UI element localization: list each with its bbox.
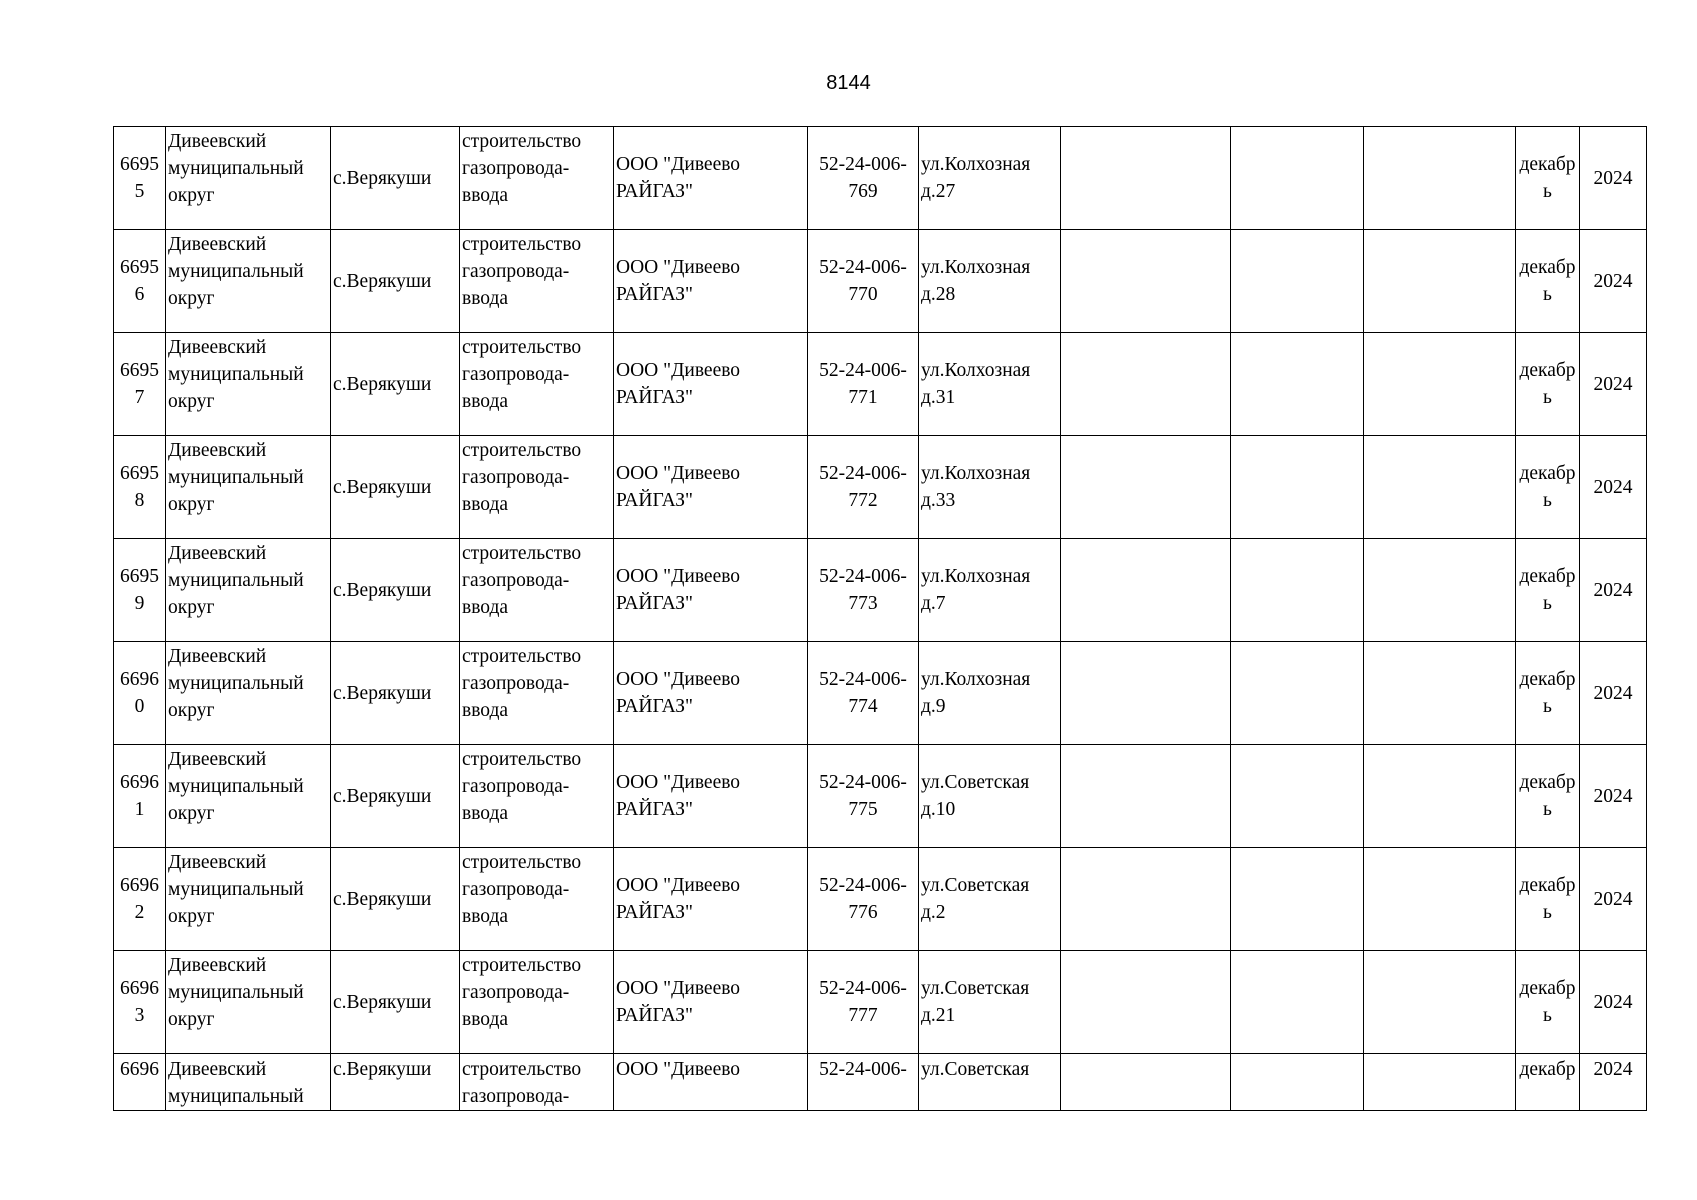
organization-cell: ООО "Дивеево РАЙГАЗ" xyxy=(614,127,808,230)
empty-cell xyxy=(1061,436,1231,539)
empty-cell xyxy=(1231,951,1364,1054)
cadastral-number-cell: 52-24-006- 773 xyxy=(808,539,919,642)
address-cell: ул.Колхозная д.31 xyxy=(919,333,1061,436)
month-cell: декабр ь xyxy=(1516,539,1580,642)
organization-cell: ООО "Дивеево РАЙГАЗ" xyxy=(614,333,808,436)
cadastral-number-cell: 52-24-006- 770 xyxy=(808,230,919,333)
cadastral-number-cell: 52-24-006- 774 xyxy=(808,642,919,745)
empty-cell xyxy=(1364,745,1516,848)
empty-cell xyxy=(1231,1054,1364,1111)
table-row xyxy=(114,436,1647,539)
village-cell: с.Верякуши xyxy=(331,230,460,333)
empty-cell xyxy=(1061,539,1231,642)
page-number: 8144 xyxy=(826,72,871,94)
month-cell: декабр ь xyxy=(1516,333,1580,436)
work-type-cell: строительство газопровода- ввода xyxy=(460,951,614,1054)
empty-cell xyxy=(1061,1054,1231,1111)
empty-cell xyxy=(1231,539,1364,642)
village-cell: с.Верякуши xyxy=(331,745,460,848)
address-cell: ул.Колхозная д.33 xyxy=(919,436,1061,539)
organization-cell: ООО "Дивеево РАЙГАЗ" xyxy=(614,951,808,1054)
empty-cell xyxy=(1231,745,1364,848)
municipality-cell: Дивеевский муниципальный округ xyxy=(166,951,331,1054)
municipality-cell: Дивеевский муниципальный округ xyxy=(166,642,331,745)
work-type-cell: строительство газопровода- ввода xyxy=(460,848,614,951)
row-number-cell: 6696 xyxy=(114,1054,166,1111)
table-row xyxy=(114,127,1647,230)
table-row xyxy=(114,333,1647,436)
work-type-cell: строительство газопровода- ввода xyxy=(460,230,614,333)
empty-cell xyxy=(1364,127,1516,230)
organization-cell: ООО "Дивеево РАЙГАЗ" xyxy=(614,848,808,951)
table-body xyxy=(114,127,1647,1111)
municipality-cell: Дивеевский муниципальный xyxy=(166,1054,331,1111)
empty-cell xyxy=(1364,333,1516,436)
empty-cell xyxy=(1061,642,1231,745)
year-cell: 2024 xyxy=(1580,230,1647,333)
month-cell: декабр ь xyxy=(1516,848,1580,951)
row-number-cell: 6696 2 xyxy=(114,848,166,951)
empty-cell xyxy=(1061,745,1231,848)
registry-table xyxy=(113,126,1647,1111)
empty-cell xyxy=(1231,230,1364,333)
address-cell: ул.Колхозная д.28 xyxy=(919,230,1061,333)
address-cell: ул.Советская xyxy=(919,1054,1061,1111)
row-number-cell: 6696 1 xyxy=(114,745,166,848)
address-cell: ул.Советская д.10 xyxy=(919,745,1061,848)
empty-cell xyxy=(1364,436,1516,539)
work-type-cell: строительство газопровода- ввода xyxy=(460,539,614,642)
address-cell: ул.Колхозная д.27 xyxy=(919,127,1061,230)
village-cell: с.Верякуши xyxy=(331,539,460,642)
year-cell: 2024 xyxy=(1580,436,1647,539)
empty-cell xyxy=(1364,951,1516,1054)
empty-cell xyxy=(1364,848,1516,951)
organization-cell: ООО "Дивеево РАЙГАЗ" xyxy=(614,642,808,745)
address-cell: ул.Колхозная д.7 xyxy=(919,539,1061,642)
empty-cell xyxy=(1364,642,1516,745)
municipality-cell: Дивеевский муниципальный округ xyxy=(166,745,331,848)
cadastral-number-cell: 52-24-006- 771 xyxy=(808,333,919,436)
row-number-cell: 6695 6 xyxy=(114,230,166,333)
village-cell: с.Верякуши xyxy=(331,127,460,230)
month-cell: декабр ь xyxy=(1516,642,1580,745)
row-number-cell: 6696 0 xyxy=(114,642,166,745)
empty-cell xyxy=(1231,642,1364,745)
work-type-cell: строительство газопровода- ввода xyxy=(460,745,614,848)
empty-cell xyxy=(1061,951,1231,1054)
empty-cell xyxy=(1231,848,1364,951)
month-cell: декабр xyxy=(1516,1054,1580,1111)
village-cell: с.Верякуши xyxy=(331,1054,460,1111)
cadastral-number-cell: 52-24-006- 776 xyxy=(808,848,919,951)
address-cell: ул.Советская д.21 xyxy=(919,951,1061,1054)
table-row xyxy=(114,848,1647,951)
village-cell: с.Верякуши xyxy=(331,333,460,436)
year-cell: 2024 xyxy=(1580,642,1647,745)
address-cell: ул.Советская д.2 xyxy=(919,848,1061,951)
table-row xyxy=(114,951,1647,1054)
row-number-cell: 6695 9 xyxy=(114,539,166,642)
row-number-cell: 6695 5 xyxy=(114,127,166,230)
table-row xyxy=(114,745,1647,848)
organization-cell: ООО "Дивеево xyxy=(614,1054,808,1111)
table-row xyxy=(114,642,1647,745)
cadastral-number-cell: 52-24-006- 769 xyxy=(808,127,919,230)
empty-cell xyxy=(1061,848,1231,951)
month-cell: декабр ь xyxy=(1516,127,1580,230)
cadastral-number-cell: 52-24-006- 775 xyxy=(808,745,919,848)
year-cell: 2024 xyxy=(1580,127,1647,230)
municipality-cell: Дивеевский муниципальный округ xyxy=(166,127,331,230)
work-type-cell: строительство газопровода- ввода xyxy=(460,127,614,230)
year-cell: 2024 xyxy=(1580,745,1647,848)
table-row xyxy=(114,539,1647,642)
empty-cell xyxy=(1364,1054,1516,1111)
cadastral-number-cell: 52-24-006- 777 xyxy=(808,951,919,1054)
empty-cell xyxy=(1231,333,1364,436)
table-row xyxy=(114,230,1647,333)
month-cell: декабр ь xyxy=(1516,951,1580,1054)
row-number-cell: 6696 3 xyxy=(114,951,166,1054)
municipality-cell: Дивеевский муниципальный округ xyxy=(166,333,331,436)
empty-cell xyxy=(1231,127,1364,230)
cadastral-number-cell: 52-24-006- xyxy=(808,1054,919,1111)
row-number-cell: 6695 8 xyxy=(114,436,166,539)
empty-cell xyxy=(1061,127,1231,230)
empty-cell xyxy=(1364,230,1516,333)
village-cell: с.Верякуши xyxy=(331,436,460,539)
village-cell: с.Верякуши xyxy=(331,951,460,1054)
month-cell: декабр ь xyxy=(1516,436,1580,539)
month-cell: декабр ь xyxy=(1516,745,1580,848)
month-cell: декабр ь xyxy=(1516,230,1580,333)
organization-cell: ООО "Дивеево РАЙГАЗ" xyxy=(614,745,808,848)
organization-cell: ООО "Дивеево РАЙГАЗ" xyxy=(614,539,808,642)
year-cell: 2024 xyxy=(1580,951,1647,1054)
year-cell: 2024 xyxy=(1580,1054,1647,1111)
organization-cell: ООО "Дивеево РАЙГАЗ" xyxy=(614,436,808,539)
work-type-cell: строительство газопровода- ввода xyxy=(460,333,614,436)
village-cell: с.Верякуши xyxy=(331,848,460,951)
empty-cell xyxy=(1061,230,1231,333)
work-type-cell: строительство газопровода- ввода xyxy=(460,642,614,745)
table-row xyxy=(114,1054,1647,1111)
work-type-cell: строительство газопровода- ввода xyxy=(460,436,614,539)
empty-cell xyxy=(1231,436,1364,539)
municipality-cell: Дивеевский муниципальный округ xyxy=(166,539,331,642)
empty-cell xyxy=(1061,333,1231,436)
year-cell: 2024 xyxy=(1580,333,1647,436)
municipality-cell: Дивеевский муниципальный округ xyxy=(166,848,331,951)
cadastral-number-cell: 52-24-006- 772 xyxy=(808,436,919,539)
row-number-cell: 6695 7 xyxy=(114,333,166,436)
year-cell: 2024 xyxy=(1580,848,1647,951)
year-cell: 2024 xyxy=(1580,539,1647,642)
address-cell: ул.Колхозная д.9 xyxy=(919,642,1061,745)
municipality-cell: Дивеевский муниципальный округ xyxy=(166,436,331,539)
empty-cell xyxy=(1364,539,1516,642)
organization-cell: ООО "Дивеево РАЙГАЗ" xyxy=(614,230,808,333)
village-cell: с.Верякуши xyxy=(331,642,460,745)
municipality-cell: Дивеевский муниципальный округ xyxy=(166,230,331,333)
work-type-cell: строительство газопровода- xyxy=(460,1054,614,1111)
